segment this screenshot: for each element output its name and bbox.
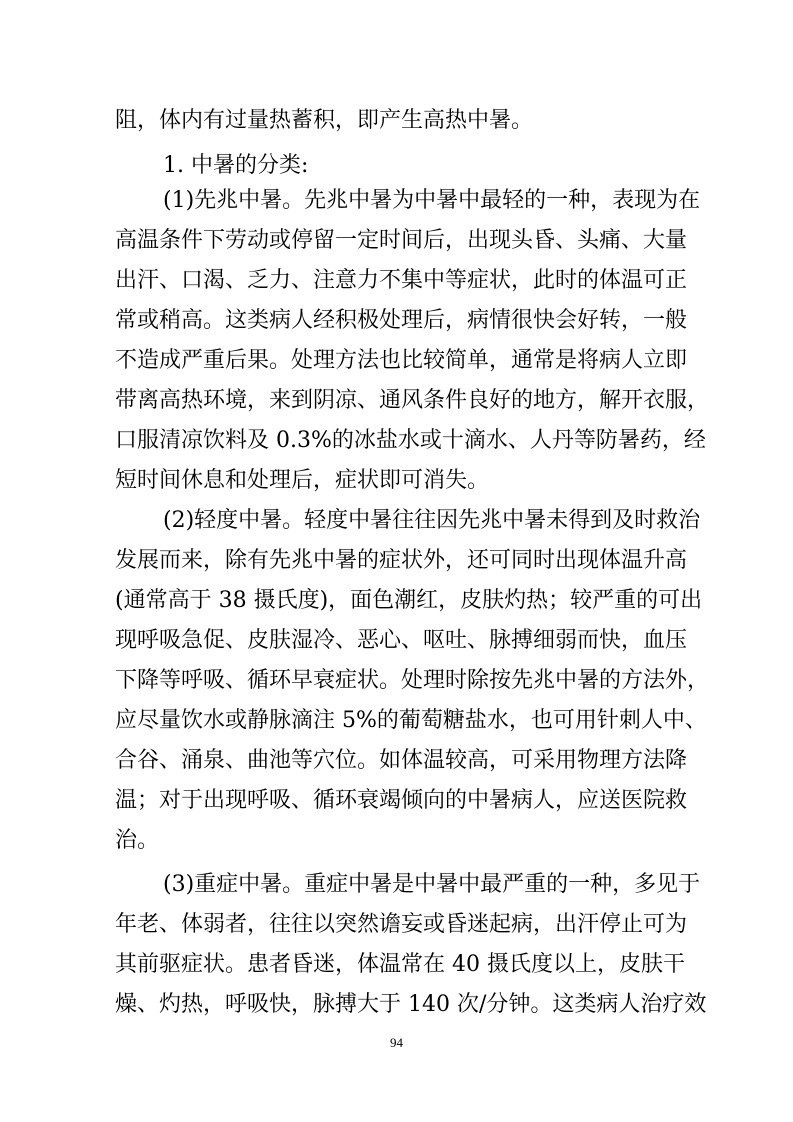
text-line: 短时间休息和处理后，症状即可消失。 bbox=[115, 468, 490, 493]
text-line: 温；对于出现呼吸、循环衰竭倾向的中暑病人，应送医院救 bbox=[115, 788, 688, 813]
text-line: 现呼吸急促、皮肤湿冷、恶心、呕吐、脉搏细弱而快，血压 bbox=[115, 628, 688, 653]
text-line: 口服清凉饮料及 0.3%的冰盐水或十滴水、人丹等防暑药，经 bbox=[115, 428, 706, 453]
text-line: (2)轻度中暑。轻度中暑往往因先兆中暑未得到及时救治 bbox=[163, 508, 701, 533]
text-line: 发展而来，除有先兆中暑的症状外，还可同时出现体温升高 bbox=[115, 548, 688, 573]
text-line: 应尽量饮水或静脉滴注 5%的葡萄糖盐水，也可用针刺人中、 bbox=[115, 708, 707, 733]
text-line: 治。 bbox=[115, 828, 160, 853]
page-number: 94 bbox=[390, 1035, 403, 1050]
text-line: 年老、体弱者，往往以突然谵妄或昏迷起病，出汗停止可为 bbox=[115, 912, 688, 937]
text-line: 下降等呼吸、循环早衰症状。处理时除按先兆中暑的方法外， bbox=[115, 668, 710, 693]
text-line: 阻，体内有过量热蓄积，即产生高热中暑。 bbox=[115, 108, 534, 133]
text-line: 常或稍高。这类病人经积极处理后，病情很快会好转，一般 bbox=[115, 308, 688, 333]
text-line: (1)先兆中暑。先兆中暑为中暑中最轻的一种，表现为在 bbox=[163, 188, 701, 213]
text-line: 高温条件下劳动或停留一定时间后，出现头昏、头痛、大量 bbox=[115, 228, 688, 253]
text-line: 其前驱症状。患者昏迷，体温常在 40 摄氏度以上，皮肤干 bbox=[115, 952, 685, 977]
text-line: (3)重症中暑。重症中暑是中暑中最严重的一种，多见于 bbox=[163, 872, 701, 897]
text-line: (通常高于 38 摄氏度)，面色潮红，皮肤灼热；较严重的可出 bbox=[115, 588, 703, 613]
text-line: 不造成严重后果。处理方法也比较简单，通常是将病人立即 bbox=[115, 348, 688, 373]
text-line: 带离高热环境，来到阴凉、通风条件良好的地方，解开衣服， bbox=[115, 388, 710, 413]
text-line: 出汗、口渴、乏力、注意力不集中等症状，此时的体温可正 bbox=[115, 268, 688, 293]
section-heading: 1. 中暑的分类: bbox=[163, 153, 309, 178]
text-line: 合谷、涌泉、曲池等穴位。如体温较高，可采用物理方法降 bbox=[115, 748, 688, 773]
text-line: 燥、灼热，呼吸快，脉搏大于 140 次/分钟。这类病人治疗效 bbox=[115, 992, 707, 1017]
